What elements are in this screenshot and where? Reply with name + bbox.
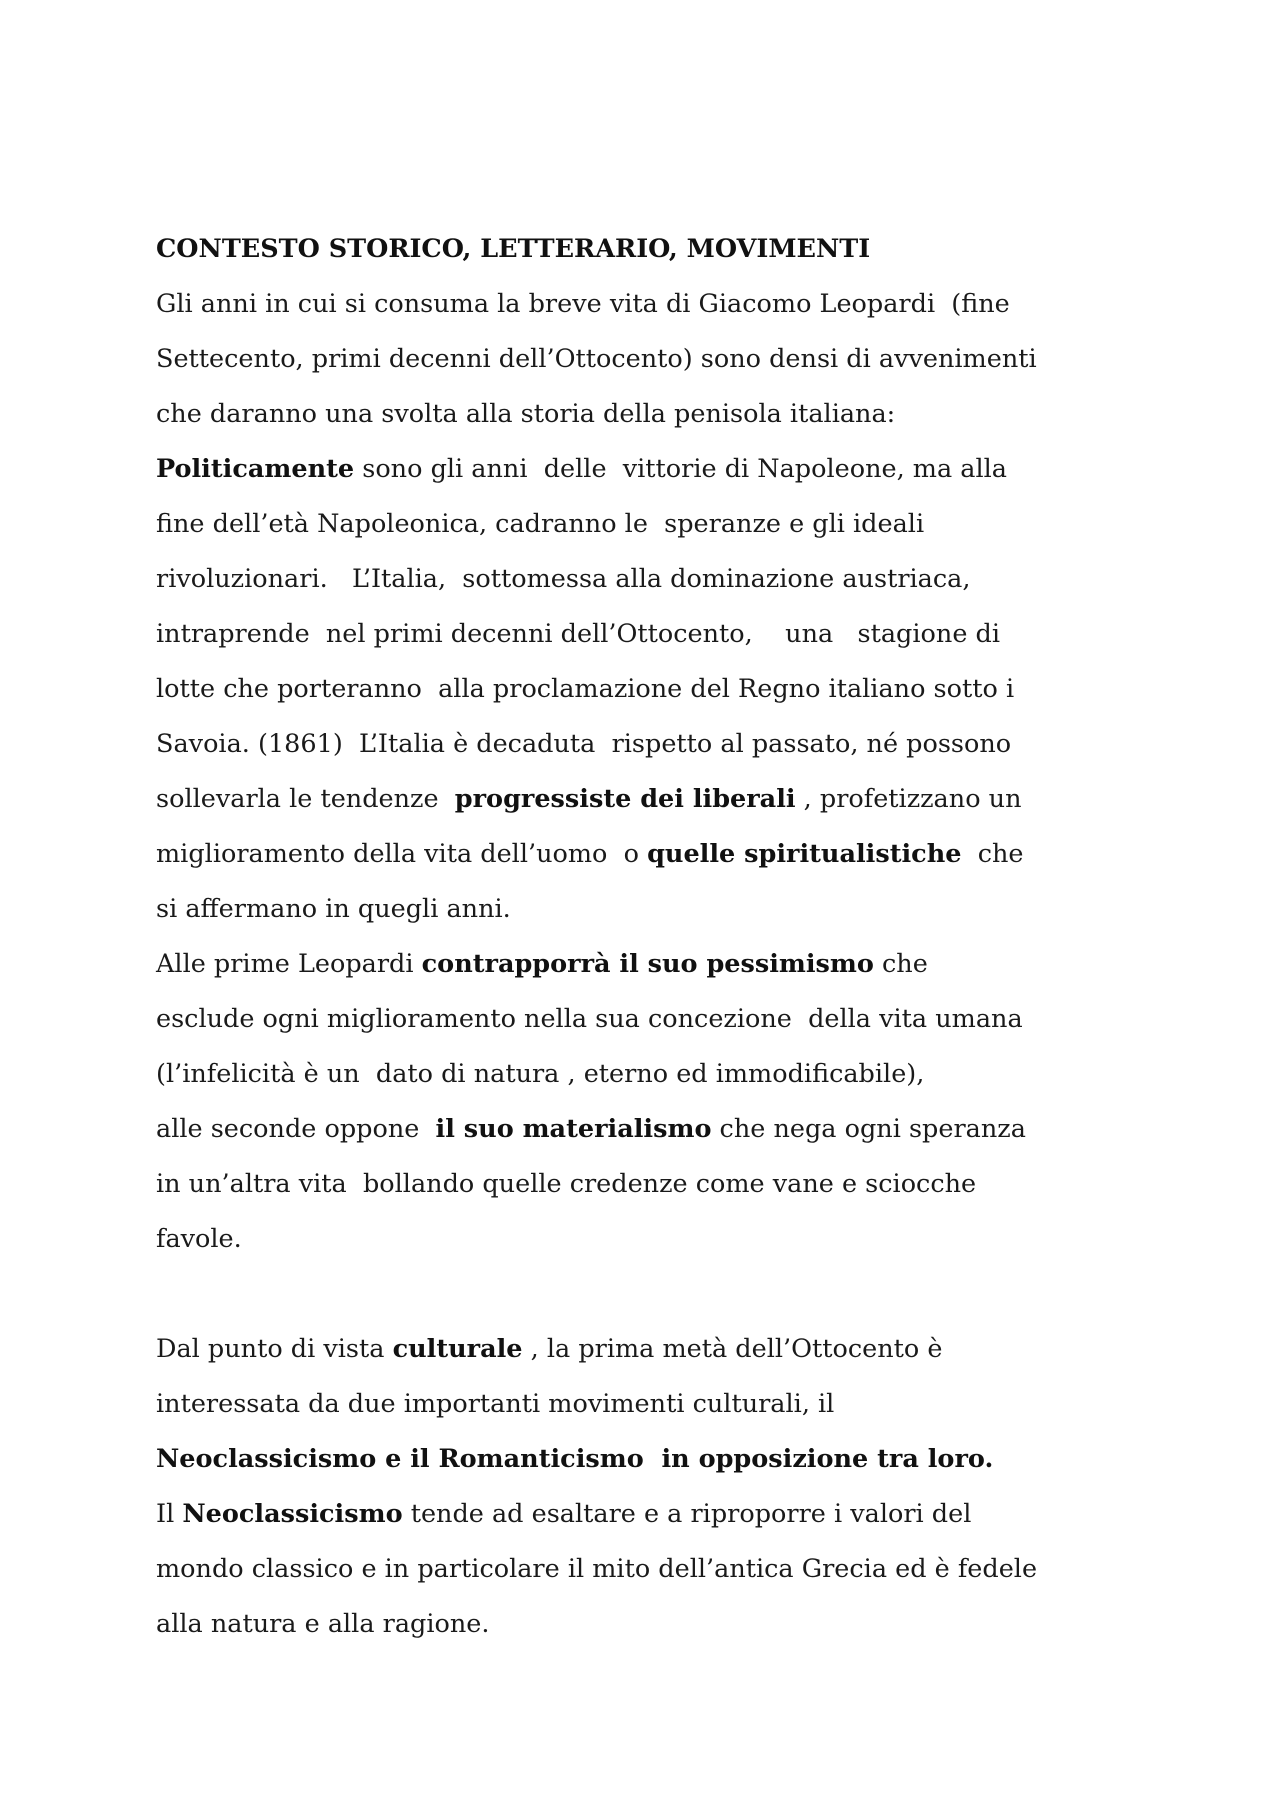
text-line: alla natura e alla ragione.: [156, 1609, 490, 1639]
bold-culturale: culturale: [392, 1334, 523, 1364]
text-line: miglioramento della vita dell’uomo o quelle spiritualistiche che: [156, 839, 1024, 869]
bold-progressiste: progressiste dei liberali: [454, 784, 796, 814]
text-line: in un’altra vita bollando quelle credenze come vane e sciocche: [156, 1169, 977, 1199]
text-line: favole.: [156, 1224, 242, 1254]
text-line: interessata da due importanti movimenti culturali, il: [156, 1389, 835, 1419]
text-line: sollevarla le tendenze progressiste dei liberali , profetizzano un: [156, 784, 1022, 814]
document-body: [156, 222, 1156, 1652]
document-title: CONTESTO STORICO, LETTERARIO, MOVIMENTI: [156, 234, 871, 264]
bold-materialismo: il suo materialismo: [435, 1114, 712, 1144]
bold-politicamente: Politicamente: [156, 454, 355, 484]
text-line: Settecento, primi decenni dell’Ottocento) sono densi di avvenimenti: [156, 344, 1037, 374]
text-line: lotte che porteranno alla proclamazione del Regno italiano sotto i: [156, 674, 1015, 704]
text-line: Il Neoclassicismo tende ad esaltare e a riproporre i valori del: [156, 1499, 972, 1529]
text-line: intraprende nel primi decenni dell’Ottocento, una stagione di: [156, 619, 1000, 649]
text-line: Politicamente sono gli anni delle vittorie di Napoleone, ma alla: [156, 454, 1008, 484]
text-line: [156, 1432, 1156, 1487]
text-line: si affermano in quegli anni.: [156, 894, 511, 924]
text-line: rivoluzionari. L’Italia, sottomessa alla dominazione austriaca,: [156, 564, 971, 594]
text-line: (l’infelicità è un dato di natura , eterno ed immodificabile),: [156, 1059, 925, 1089]
text-line: Gli anni in cui si consuma la breve vita di Giacomo Leopardi (fine: [156, 289, 1010, 319]
bold-neoclassicismo: Neoclassicismo: [182, 1499, 403, 1529]
text-line: alle seconde oppone il suo materialismo che nega ogni speranza: [156, 1114, 1026, 1144]
text-line: Savoia. (1861) L’Italia è decaduta rispetto al passato, né possono: [156, 729, 1012, 759]
paragraph-gap: [156, 1267, 1156, 1322]
text-line: fine dell’età Napoleonica, cadranno le speranze e gli ideali: [156, 509, 925, 539]
text-line: Alle prime Leopardi contrapporrà il suo pessimismo che: [156, 949, 928, 979]
bold-spiritualistiche: quelle spiritualistiche: [647, 839, 962, 869]
text-line: che daranno una svolta alla storia della penisola italiana:: [156, 399, 896, 429]
bold-neoclassicismo-romanticismo: Neoclassicismo e il Romanticismo in opposizione tra loro.: [156, 1444, 994, 1474]
text-line: Dal punto di vista culturale , la prima metà dell’Ottocento è: [156, 1334, 943, 1364]
text-line: mondo classico e in particolare il mito dell’antica Grecia ed è fedele: [156, 1554, 1038, 1584]
bold-pessimismo: contrapporrà il suo pessimismo: [421, 949, 874, 979]
text-line: esclude ogni miglioramento nella sua concezione della vita umana: [156, 1004, 1023, 1034]
